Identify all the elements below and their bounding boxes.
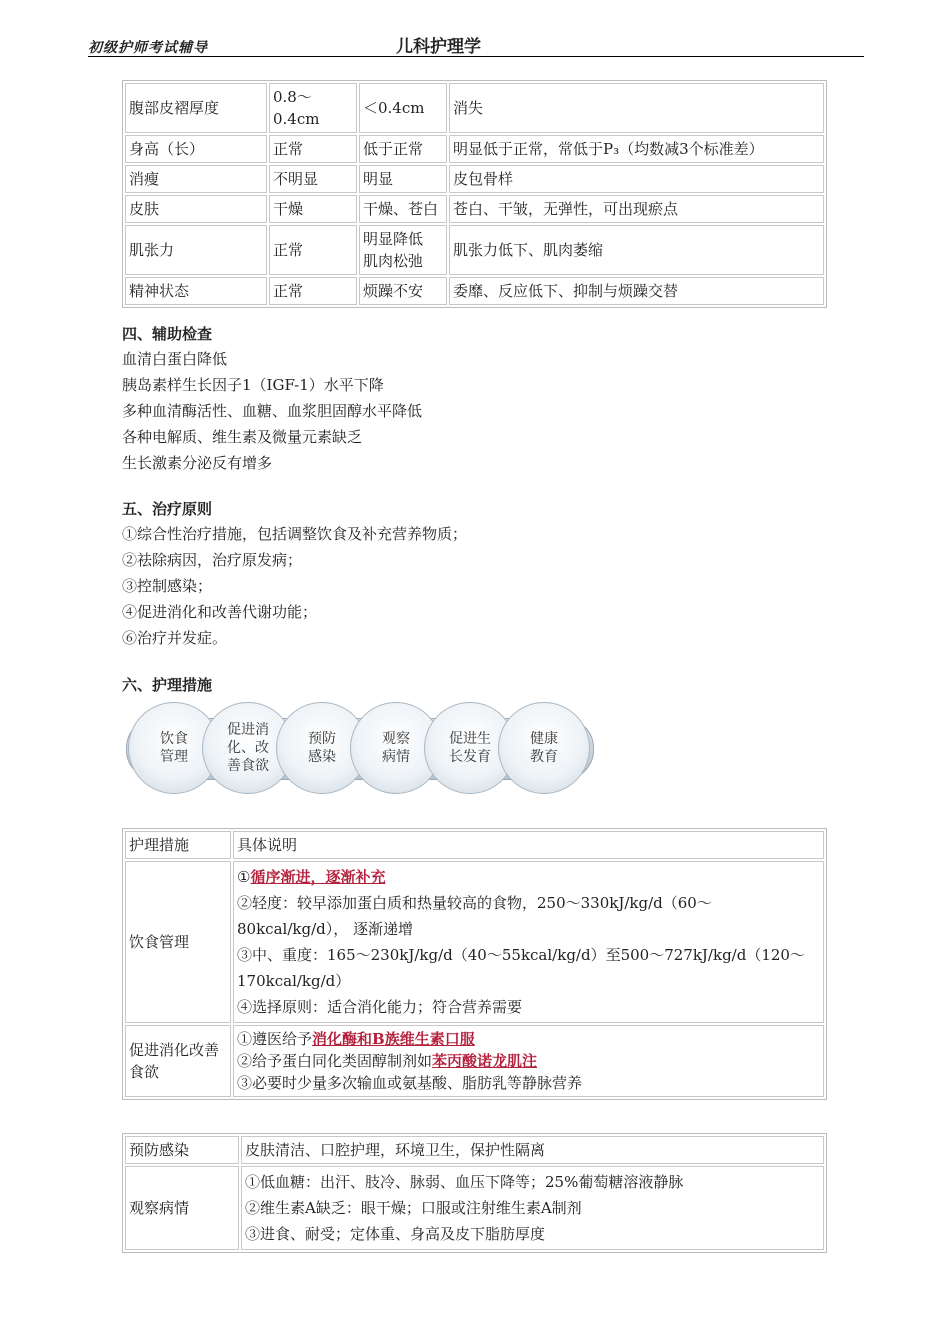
circle-education: 健康 教育 bbox=[498, 702, 590, 794]
table-row bbox=[125, 225, 824, 275]
list-item: 多种血清酶活性、血糖、血浆胆固醇水平降低 bbox=[122, 402, 423, 420]
highlight-text: 循序渐进，逐渐补充 bbox=[250, 868, 386, 886]
table-cell: 低于正常 bbox=[359, 135, 447, 163]
circle-diet: 饮食 管理 bbox=[128, 702, 220, 794]
table-row bbox=[125, 165, 824, 193]
table-cell: 明显降低 肌肉松弛 bbox=[359, 225, 447, 275]
detail-line: ③中、重度：165～230kJ/kg/d（40～55kcal/kg/d）至500～727kJ/kg/d（120～170kcal/kg/d） bbox=[237, 946, 805, 990]
table-cell: 身高（长） bbox=[125, 135, 267, 163]
page-header bbox=[88, 34, 864, 57]
diet-detail-cell: ①循序渐进，逐渐补充 ②轻度：较早添加蛋白质和热量较高的食物，250～330kJ/kg/d（60～80kcal/kg/d）， 逐渐递增 ③中、重度：165～230kJ/kg/d（40～55kcal/kg/d）至500～727kJ/kg/d（120～170kcal/kg/d） ④选择原则：适合消化能力；符合营养需要 bbox=[233, 861, 824, 1023]
header-subject-title: 儿科护理学 bbox=[396, 37, 481, 57]
header-cell: 护理措施 bbox=[125, 831, 231, 859]
list-item: ⑥治疗并发症。 bbox=[122, 629, 228, 647]
section-title-auxiliary-exam: 四、辅助检查 bbox=[122, 325, 213, 343]
table-cell: 烦躁不安 bbox=[359, 277, 447, 305]
header-course-title: 初级护师考试辅导 bbox=[88, 40, 208, 56]
row-label: 预防感染 bbox=[125, 1136, 239, 1164]
malnutrition-grade-table bbox=[122, 80, 827, 308]
table-row bbox=[125, 1025, 824, 1097]
detail-line: ③进食、耐受；定体重、身高及皮下脂肪厚度 bbox=[245, 1225, 546, 1243]
digest-detail-cell: ①遵医给予消化酶和B族维生素口服 ②给予蛋白同化类固醇制剂如苯丙酸诺龙肌注 ③必要时少量多次输血或氨基酸、脂肪乳等静脉营养 bbox=[233, 1025, 824, 1097]
table-cell: 明显低于正常，常低于P₃（均数减3个标准差） bbox=[449, 135, 824, 163]
circle-growth: 促进生 长发育 bbox=[424, 702, 516, 794]
list-item: ④促进消化和改善代谢功能； bbox=[122, 603, 318, 621]
circle-observe: 观察 病情 bbox=[350, 702, 442, 794]
table-row bbox=[125, 277, 824, 305]
detail-line: ③必要时少量多次输血或氨基酸、脂肪乳等静脉营养 bbox=[237, 1074, 583, 1092]
circle-digestion: 促进消 化、改 善食欲 bbox=[202, 702, 294, 794]
table-cell: 精神状态 bbox=[125, 277, 267, 305]
header-cell: 具体说明 bbox=[233, 831, 824, 859]
detail-line: ②维生素A缺乏：眼干燥；口服或注射维生素A制剂 bbox=[245, 1199, 582, 1217]
table-cell: 干燥、苍白 bbox=[359, 195, 447, 223]
list-item: 生长激素分泌反有增多 bbox=[122, 454, 273, 472]
highlight-text: 消化酶和B族维生素口服 bbox=[312, 1030, 475, 1048]
table-cell: 消瘦 bbox=[125, 165, 267, 193]
section-title-nursing: 六、护理措施 bbox=[122, 676, 213, 694]
table-cell: ＜0.4cm bbox=[359, 83, 447, 133]
table-row bbox=[125, 83, 824, 133]
detail-line: ④选择原则：适合消化能力；符合营养需要 bbox=[237, 998, 523, 1016]
list-item: ③控制感染； bbox=[122, 577, 213, 595]
highlight-text: 苯丙酸诺龙肌注 bbox=[432, 1052, 538, 1070]
table-row bbox=[125, 195, 824, 223]
table-cell: 正常 bbox=[269, 225, 357, 275]
circle-infection: 预防 感染 bbox=[276, 702, 368, 794]
table-row bbox=[125, 831, 824, 859]
table-row bbox=[125, 1136, 824, 1164]
table-cell: 苍白、干皱，无弹性，可出现瘀点 bbox=[449, 195, 824, 223]
table-row bbox=[125, 135, 824, 163]
table-row bbox=[125, 861, 824, 1023]
observe-detail-cell bbox=[241, 1166, 824, 1250]
list-item: ①综合性治疗措施，包括调整饮食及补充营养物质； bbox=[122, 525, 468, 543]
table-cell: 肌张力 bbox=[125, 225, 267, 275]
table-row bbox=[125, 1166, 824, 1250]
list-item: 血清白蛋白降低 bbox=[122, 350, 228, 368]
table-cell: 皮包骨样 bbox=[449, 165, 824, 193]
section-title-treatment: 五、治疗原则 bbox=[122, 500, 213, 518]
nursing-measures-diagram bbox=[124, 700, 596, 796]
nursing-measures-table bbox=[122, 828, 827, 1100]
list-item: 胰岛素样生长因子1（IGF-1）水平下降 bbox=[122, 376, 384, 394]
table-cell: 委靡、反应低下、抑制与烦躁交替 bbox=[449, 277, 824, 305]
table-cell: 腹部皮褶厚度 bbox=[125, 83, 267, 133]
table-cell: 皮肤 bbox=[125, 195, 267, 223]
table-cell: 不明显 bbox=[269, 165, 357, 193]
detail-line: 皮肤清洁、口腔护理，环境卫生，保护性隔离 bbox=[241, 1136, 824, 1164]
detail-line: ②轻度：较早添加蛋白质和热量较高的食物，250～330kJ/kg/d（60～80kcal/kg/d）， 逐渐递增 bbox=[237, 894, 712, 938]
row-label: 促进消化改善食欲 bbox=[125, 1025, 231, 1097]
table-cell: 正常 bbox=[269, 135, 357, 163]
row-label: 饮食管理 bbox=[125, 861, 231, 1023]
list-item: ②祛除病因，治疗原发病； bbox=[122, 551, 303, 569]
nursing-measures-table-2 bbox=[122, 1133, 827, 1253]
detail-line: ①低血糖：出汗、肢冷、脉弱、血压下降等；25%葡萄糖溶液静脉 bbox=[245, 1173, 684, 1191]
table-cell: 肌张力低下、肌肉萎缩 bbox=[449, 225, 824, 275]
table-cell: 明显 bbox=[359, 165, 447, 193]
table-cell: 消失 bbox=[449, 83, 824, 133]
list-item: 各种电解质、维生素及微量元素缺乏 bbox=[122, 428, 363, 446]
table-cell: 0.8～0.4cm bbox=[269, 83, 357, 133]
table-cell: 干燥 bbox=[269, 195, 357, 223]
table-cell: 正常 bbox=[269, 277, 357, 305]
row-label: 观察病情 bbox=[125, 1166, 239, 1250]
